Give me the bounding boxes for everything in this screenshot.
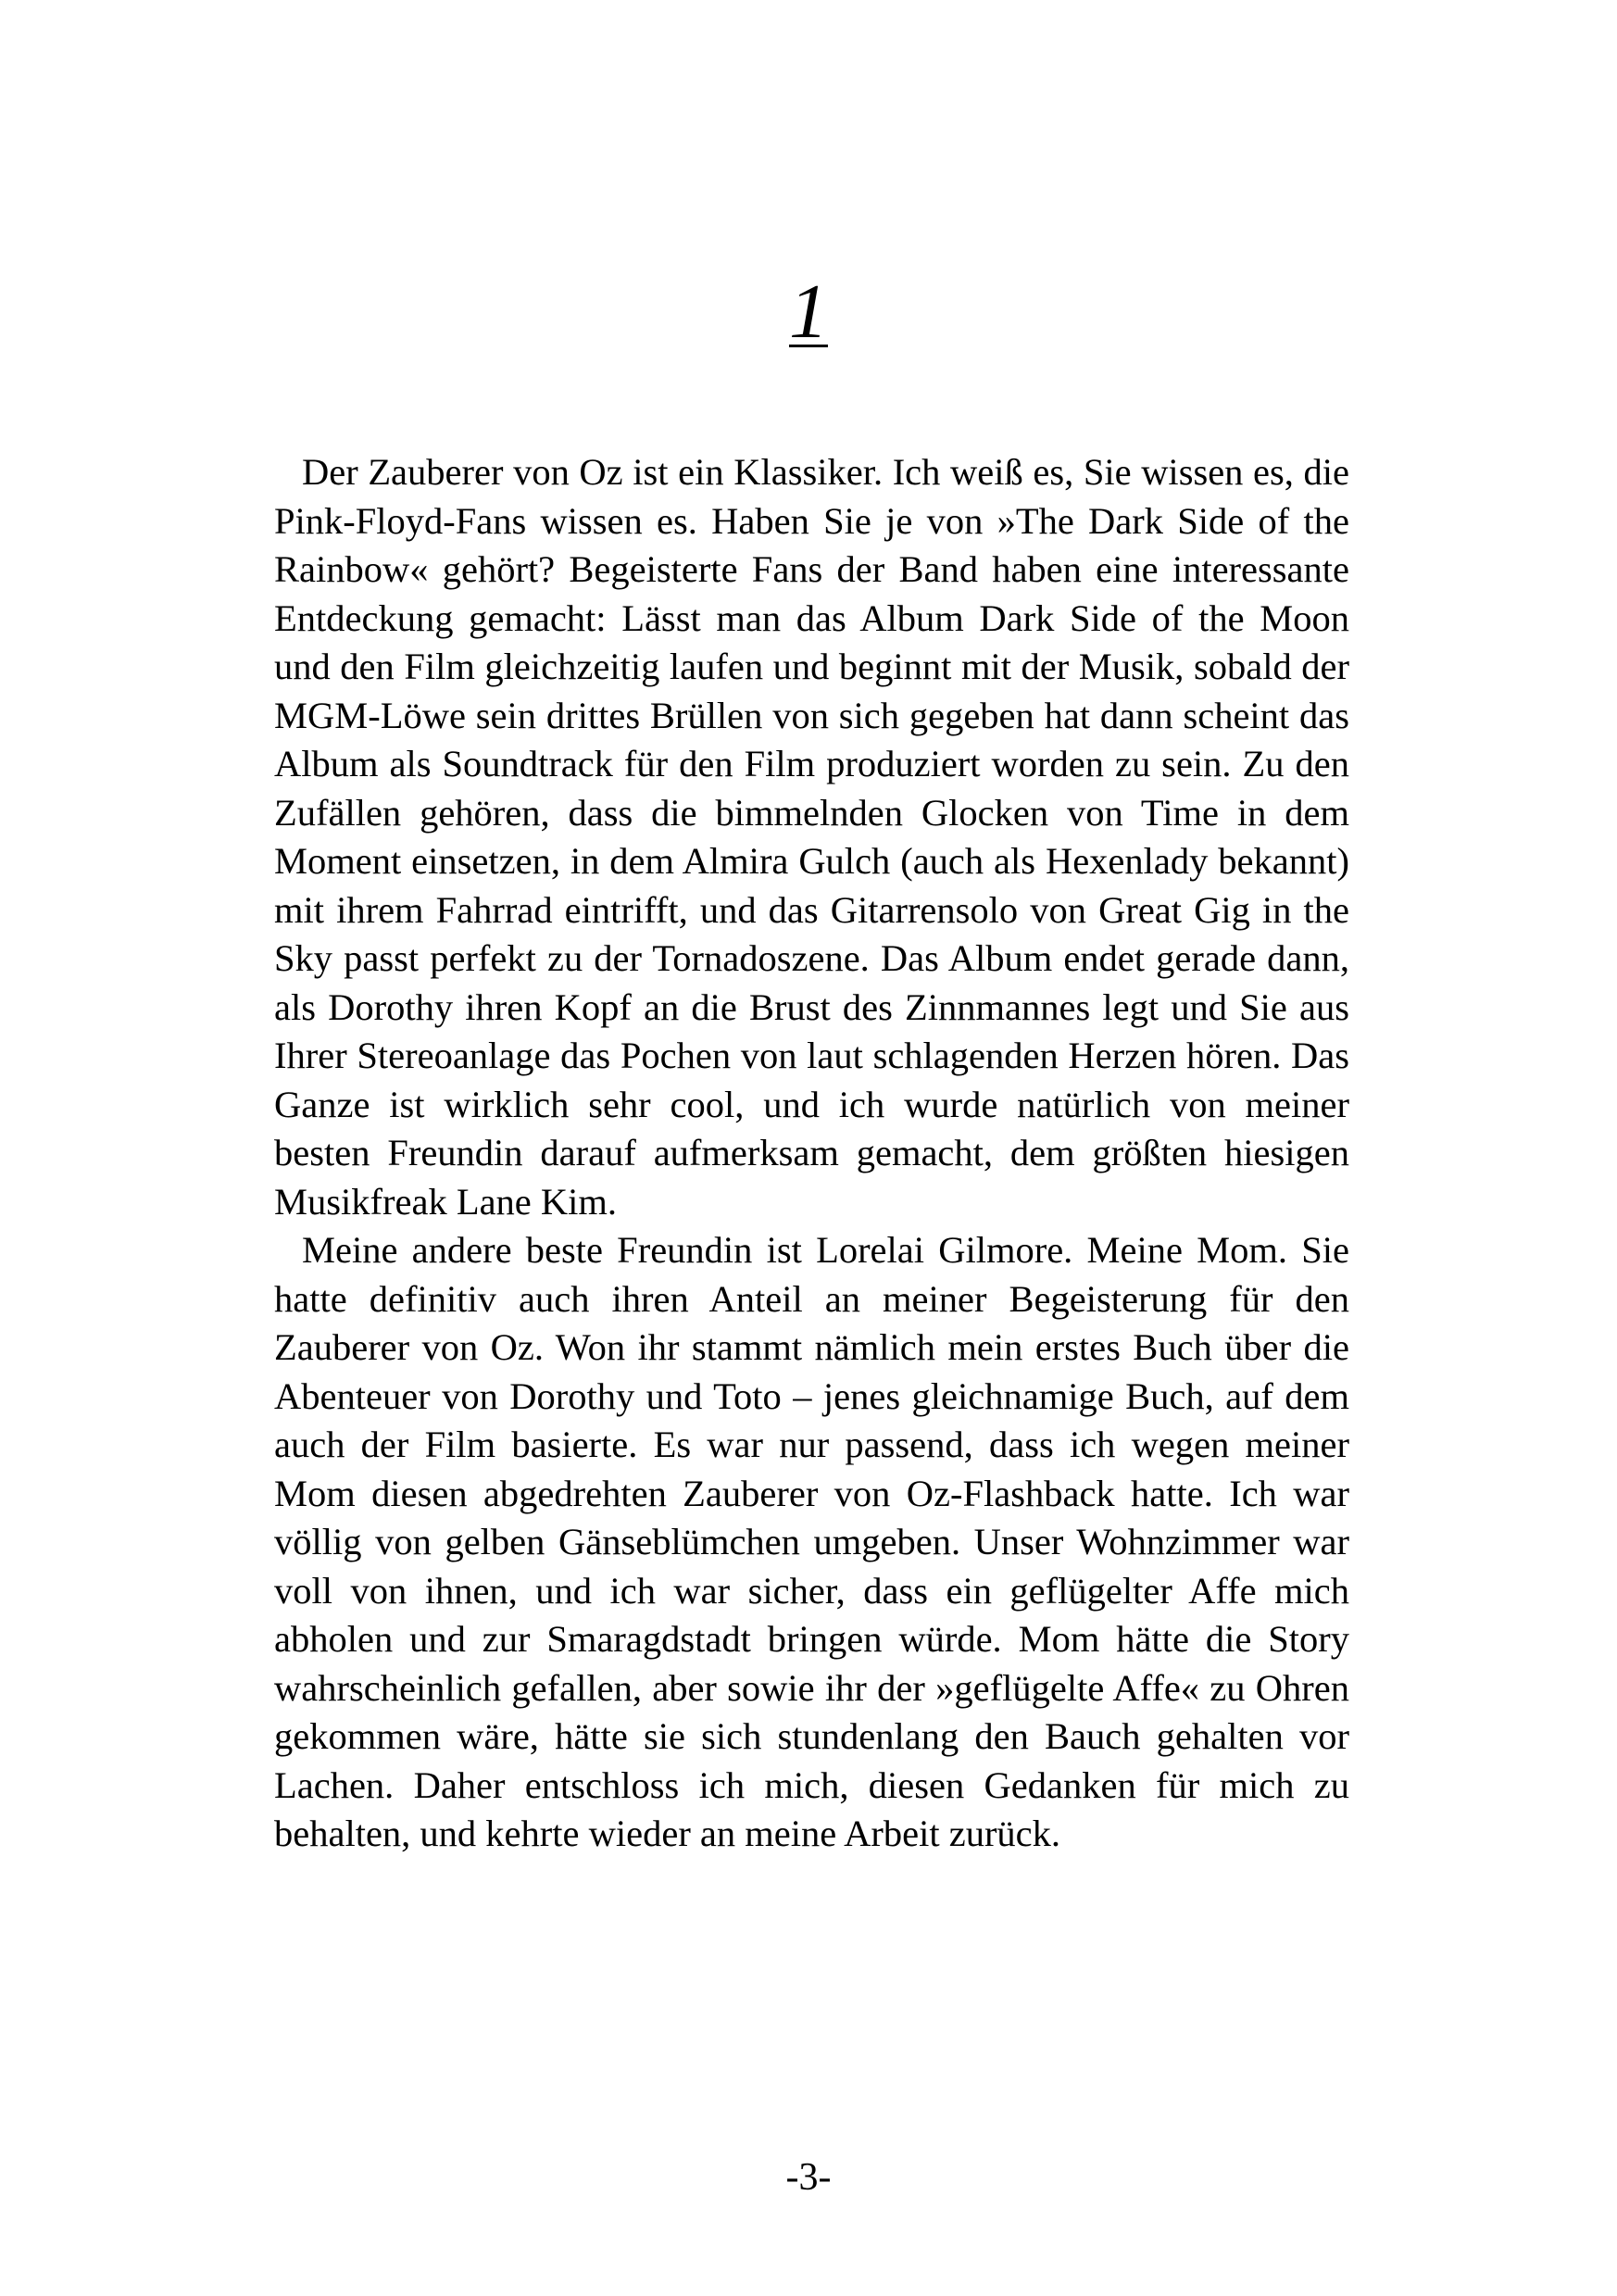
paragraph-2: Meine andere beste Freundin ist Lorelai Gilmore. Meine Mom. Sie hatte definitiv auch ihren Anteil an meiner Begeisterung für den Zauberer von Oz. Won ihr stammt nämlich mein erstes Buch über die Abenteuer von Dorothy und Toto – jenes gleichnamige Buch, auf dem auch der Film basierte. Es war nur passend, dass ich wegen meiner Mom diesen abgedrehten Zauberer von Oz-Flashback hatte. Ich war völlig von gelben Gänseblümchen umgeben. Unser Wohnzimmer war voll von ihnen, und ich war sicher, dass ein geflügelter Affe mich abholen und zur Smaragdstadt bringen würde. Mom hätte die Story wahrscheinlich gefallen, aber sowie ihr der »geflügelte Affe« zu Ohren gekommen wäre, hätte sie sich stundenlang den Bauch gehalten vor Lachen. Daher entschloss ich mich, diesen Gedanken für mich zu behalten, und kehrte wieder an meine Arbeit zurück.: [274, 1229, 1349, 1854]
body-text: [274, 448, 1349, 1859]
chapter-heading: [0, 269, 1617, 355]
page-number: -3-: [785, 2156, 832, 2199]
chapter-number: 1: [789, 269, 828, 355]
paragraph-1: Der Zauberer von Oz ist ein Klassiker. Ich weiß es, Sie wissen es, die Pink-Floyd-Fans wissen es. Haben Sie je von »The Dark Side of the Rainbow« gehört? Begeisterte Fans der Band haben eine interessante Entdeckung gemacht: Lässt man das Album Dark Side of the Moon und den Film gleichzeitig laufen und beginnt mit der Musik, sobald der MGM-Löwe sein drittes Brüllen von sich gegeben hat dann scheint das Album als Soundtrack für den Film produziert worden zu sein. Zu den Zufällen gehören, dass die bimmelnden Glocken von Time in dem Moment einsetzen, in dem Almira Gulch (auch als Hexenlady bekannt) mit ihrem Fahrrad eintrifft, und das Gitarrensolo von Great Gig in the Sky passt perfekt zu der Tornadoszene. Das Album endet gerade dann, als Dorothy ihren Kopf an die Brust des Zinnmannes legt und Sie aus Ihrer Stereoanlage das Pochen von laut schlagenden Herzen hören. Das Ganze ist wirklich sehr cool, und ich wurde natürlich von meiner besten Freundin darauf aufmerksam gemacht, dem größten hiesigen Musikfreak Lane Kim.: [274, 451, 1349, 1223]
